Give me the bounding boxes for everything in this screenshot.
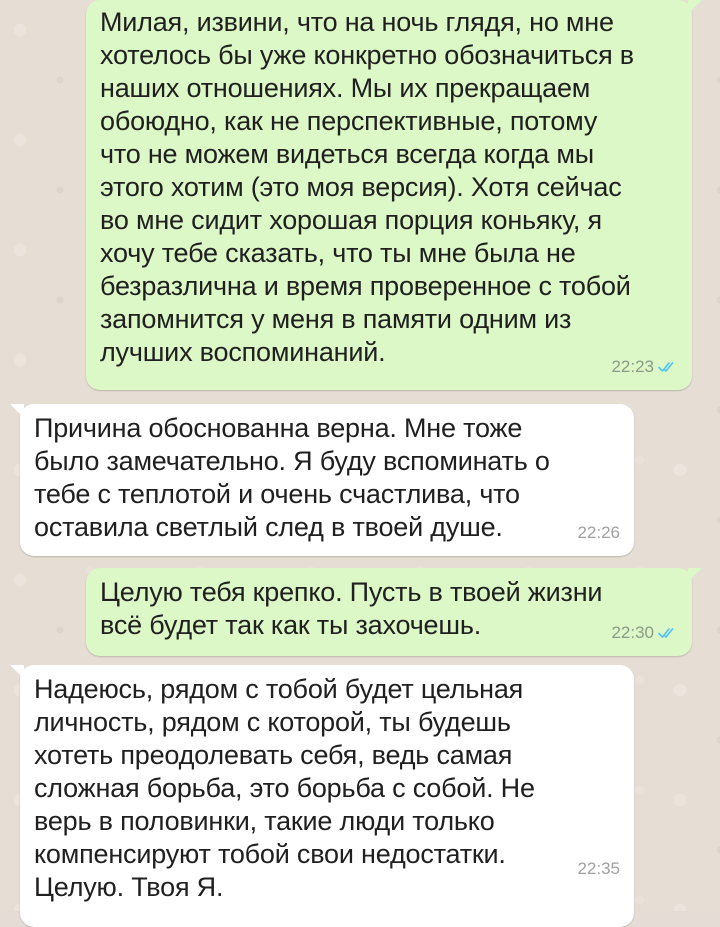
message-meta <box>611 350 678 383</box>
message-bubble-outgoing[interactable] <box>86 0 692 390</box>
double-check-read-icon <box>658 361 678 373</box>
message-time: 22:23 <box>611 357 654 376</box>
message-meta <box>577 852 620 885</box>
message-bubble-incoming[interactable] <box>20 404 634 556</box>
message-text: Причина обоснованна верна. Мне тоже было замечательно. Я буду вспоминать о тебе с теплотой и очень счастлива, что оставила светлый след в твоей душе. <box>34 413 550 542</box>
message-meta <box>577 516 620 549</box>
message-text: Целую тебя крепко. Пусть в твоей жизни всё будет так как ты захочешь. <box>100 577 603 640</box>
double-check-read-icon <box>658 627 678 639</box>
message-time: 22:26 <box>577 523 620 542</box>
message-bubble-outgoing[interactable] <box>86 568 692 656</box>
message-time: 22:35 <box>577 859 620 878</box>
message-text: Надеюсь, рядом с тобой будет цельная личность, рядом с которой, ты будешь хотеть преодолевать себя, ведь самая сложная борьба, это борьба с собой. Не верь в половинки, такие люди только компенсируют тобой свои недостатки. Целую. Твоя Я. <box>34 674 535 902</box>
message-bubble-incoming[interactable] <box>20 665 634 927</box>
message-time: 22:30 <box>611 623 654 642</box>
message-meta <box>611 616 678 649</box>
message-text: Милая, извини, что на ночь глядя, но мне хотелось бы уже конкретно обозначиться в наших отношениях. Мы их прекращаем обоюдно, как не перспективные, потому что не можем видеться всегда когда мы этого хотим (это моя версия). Хотя сейчас во мне сидит хорошая порция коньяку, я хочу тебе сказать, что ты мне была не безразлична и время проверенное с тобой запомнится у меня в памяти одним из лучших воспоминаний. <box>100 7 634 367</box>
